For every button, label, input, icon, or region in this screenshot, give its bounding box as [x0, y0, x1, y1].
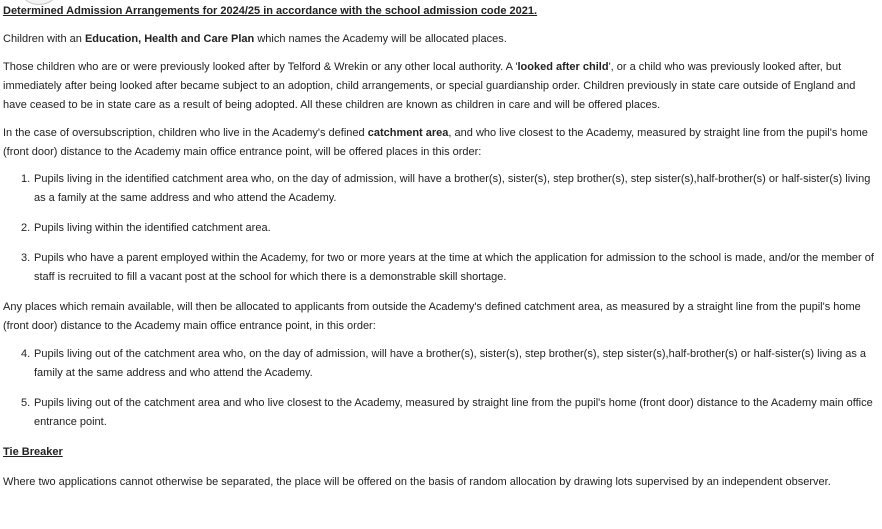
document-body — [3, 2, 877, 492]
paragraph-lac-bold: looked after child — [517, 61, 609, 73]
paragraph-looked-after — [3, 58, 877, 115]
list-item-text: Pupils living out of the catchment area and who live closest to the Academy, measured by straight line from the pupil's home (front door) distance to the Academy main office entrance point. — [34, 397, 873, 428]
list-item-number: 5. — [21, 397, 31, 409]
paragraph-remaining-places: Any places which remain available, will then be allocated to applicants from outside the Academy's defined catchment area, as measured by a straight line from the pupil's home (front door) distance to the Academy main office entrance point, in this order: — [3, 301, 861, 332]
paragraph-tie-breaker: Where two applications cannot otherwise be separated, the place will be offered on the basis of random allocation by drawing lots supervised by an independent observer. — [3, 476, 831, 488]
paragraph-oversubscription — [3, 124, 877, 162]
paragraph-oversub-text-end: , and who live closest to the Academy, measured by straight line from the pupil's home (front door) distance to the Academy main office entrance point, will be offered places in this order: — [3, 127, 868, 158]
paragraph-oversub-bold: catchment area — [367, 127, 449, 139]
list-item — [3, 219, 877, 238]
list-item-text: Pupils living in the identified catchment area who, on the day of admission, will have a brother(s), sister(s), step brother(s), step sister(s),half-brother(s) or half-sister(s) living as a family at the same address and who attend the Academy. — [34, 173, 871, 204]
list-item-text: Pupils living within the identified catchment area. — [34, 222, 271, 234]
list-item-number: 2. — [21, 222, 31, 234]
paragraph-ehcp-bold: Education, Health and Care Plan — [84, 33, 255, 45]
paragraph-lac-text-start: Those children who are or were previously looked after by Telford & Wrekin or any other local authority. A ' — [3, 61, 518, 73]
list-item-number: 1. — [21, 173, 31, 185]
priority-list-catchment — [3, 170, 877, 287]
paragraph-oversub-text-start: In the case of oversubscription, children who live in the Academy's defined — [3, 127, 368, 139]
list-item — [3, 249, 877, 287]
paragraph-ehcp-text-start: Children with an — [3, 33, 85, 45]
list-item — [3, 394, 877, 432]
paragraph-ehcp — [3, 30, 877, 49]
list-item-number: 3. — [21, 252, 31, 264]
list-item — [3, 170, 877, 208]
priority-list-outside — [3, 345, 877, 432]
list-item — [3, 345, 877, 383]
document-title: Determined Admission Arrangements for 2024/25 in accordance with the school admission code 2021. — [3, 5, 538, 17]
tie-breaker-heading: Tie Breaker — [3, 446, 63, 458]
paragraph-ehcp-text-end: which names the Academy will be allocated places. — [254, 33, 507, 45]
list-item-text: Pupils who have a parent employed within the Academy, for two or more years at the time at which the application for admission to the school is made, and/or the member of staff is recruited to fill a vacant post at the school for which there is a demonstrable skill shortage. — [34, 252, 874, 283]
list-item-text: Pupils living out of the catchment area who, on the day of admission, will have a brother(s), sister(s), step brother(s), step sister(s),half-brother(s) or half-sister(s) living as a family at the same address and who attend the Academy. — [34, 348, 867, 379]
paragraph-lac-text-end: ', or a child who was previously looked after, but immediately after being looked after became subject to an adoption, child arrangements, or special guardianship order. Children previously in state care outside of England and have ceased to be in state care as a result of being adopted. All these children are known as children in care and will be offered places. — [3, 61, 856, 111]
list-item-number: 4. — [21, 348, 31, 360]
